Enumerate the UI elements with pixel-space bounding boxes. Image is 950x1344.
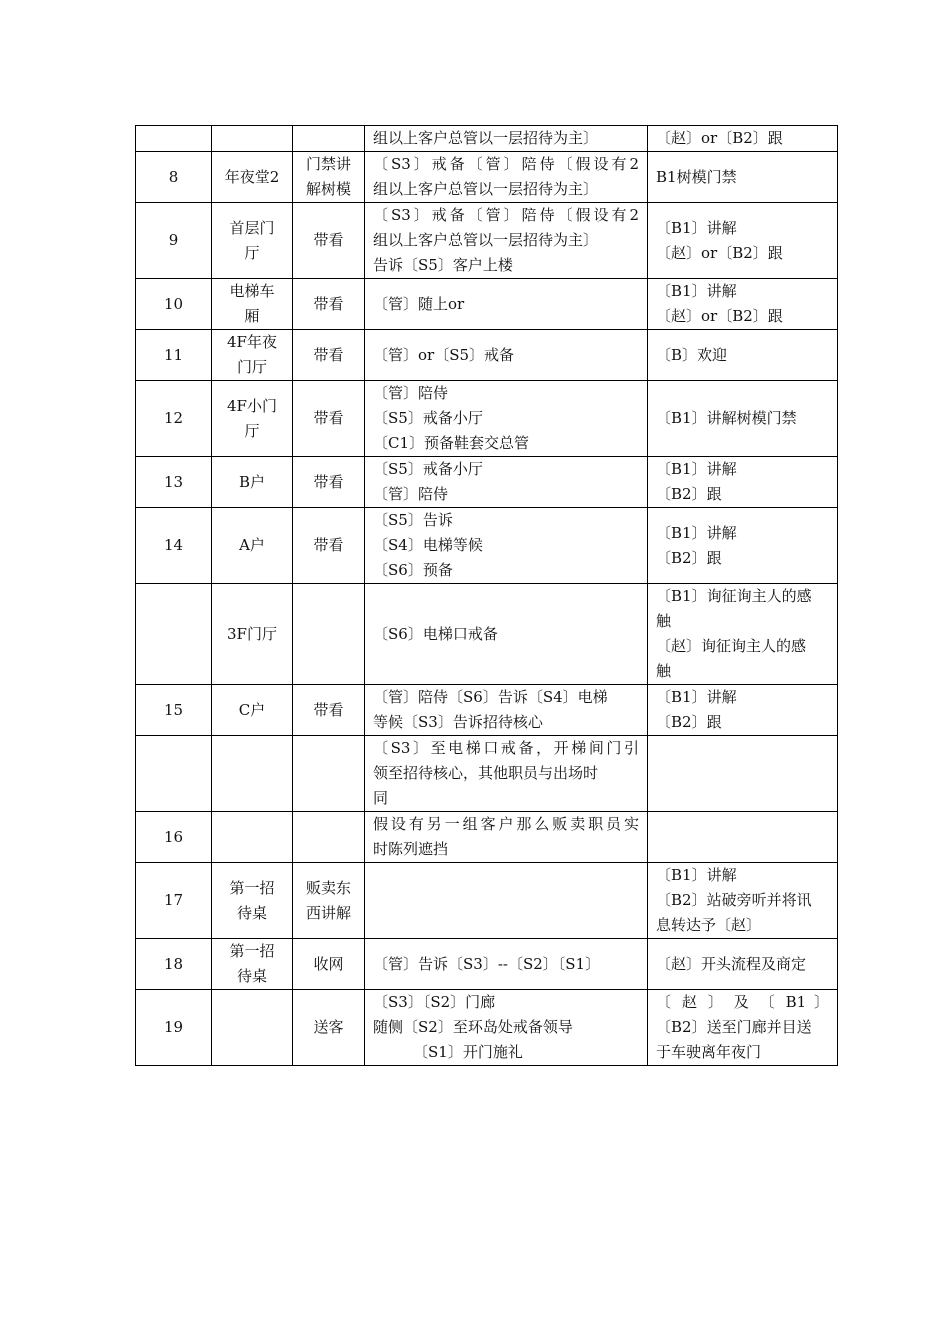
table-row [136, 685, 838, 736]
action-cell [293, 152, 365, 203]
table-row [136, 457, 838, 508]
action-cell [293, 457, 365, 508]
location-cell [212, 685, 293, 736]
staff-duty-cell [365, 126, 648, 152]
presenter-line: 〔B1〕讲解 [656, 866, 737, 884]
presenter-cell [648, 279, 838, 330]
staff-duty-line: 〔S1〕开门施礼 [413, 1043, 523, 1061]
action-line: 带看 [313, 345, 344, 364]
staff-duty-cell [365, 812, 648, 863]
location-line: 3F门厅 [227, 624, 277, 643]
action-line: 带看 [313, 700, 344, 719]
table-row [136, 736, 838, 812]
presenter-cell [648, 203, 838, 279]
step-number-cell: 15 [136, 685, 212, 736]
presenter-line: 〔赵〕开头流程及商定 [656, 954, 807, 973]
location-line: 年夜堂2 [224, 167, 280, 186]
staff-duty-cell [365, 457, 648, 508]
action-cell [293, 279, 365, 330]
location-line: A户 [239, 536, 265, 554]
staff-duty-line: 〔S3〕〔S2〕门廊 [373, 993, 496, 1011]
staff-duty-line: 组以上客户总管以一层招待为主〕 [373, 180, 599, 198]
action-line: 解树模 [305, 180, 351, 198]
staff-duty-line: 〔S3〕戒备〔管〕陪侍〔假设有2 [373, 155, 639, 173]
location-cell [212, 863, 293, 939]
staff-duty-cell [365, 508, 648, 584]
step-number-cell [136, 126, 212, 152]
staff-duty-cell [365, 203, 648, 279]
action-cell [293, 939, 365, 990]
location-line: 电梯车 [229, 282, 275, 300]
staff-duty-line: 〔S5〕戒备小厅 [373, 409, 483, 427]
location-cell [212, 126, 293, 152]
location-line: 第一招 [229, 942, 275, 960]
action-line: 送客 [313, 1018, 344, 1036]
presenter-line: 〔B〕欢迎 [656, 345, 728, 364]
location-line: 厅 [244, 243, 260, 262]
staff-duty-line: 〔S5〕告诉 [373, 511, 453, 529]
location-line: 待桌 [236, 967, 267, 985]
location-cell [212, 812, 293, 863]
presenter-cell [648, 457, 838, 508]
staff-duty-line: 〔管〕告诉〔S3〕--〔S2〕〔S1〕 [373, 954, 601, 973]
step-number-cell: 8 [136, 152, 212, 203]
action-line: 带看 [313, 294, 344, 313]
action-cell [293, 203, 365, 279]
table-row [136, 152, 838, 203]
table-row [136, 279, 838, 330]
table-row [136, 939, 838, 990]
presenter-cell [648, 685, 838, 736]
location-cell [212, 152, 293, 203]
staff-duty-line: 〔S6〕预备 [373, 561, 453, 579]
presenter-cell [648, 812, 838, 863]
presenter-line: 〔B1〕讲解 [656, 523, 737, 542]
step-number-cell [136, 584, 212, 685]
action-line: 门禁讲 [305, 155, 351, 173]
staff-duty-line: 随侧〔S2〕至环岛处戒备领导 [373, 1018, 573, 1036]
step-number-cell: 13 [136, 457, 212, 508]
presenter-line: 〔B2〕跟 [656, 548, 722, 567]
location-cell [212, 457, 293, 508]
table-row [136, 126, 838, 152]
staff-duty-line: 领至招待核心，其他职员与出场时 [373, 764, 599, 782]
table-row [136, 203, 838, 279]
staff-duty-line: 〔管〕or〔S5〕戒备 [373, 345, 515, 364]
step-number-cell: 17 [136, 863, 212, 939]
staff-duty-cell [365, 584, 648, 685]
location-cell [212, 736, 293, 812]
staff-duty-line: 〔S3〕至电梯口戒备，开梯间门引 [373, 739, 639, 757]
staff-duty-line: 假设有另一组客户那么贩卖职员实 [373, 815, 639, 833]
presenter-line: 〔B2〕站破旁听并将讯 [656, 891, 812, 909]
staff-duty-line: 组以上客户总管以一层招待为主〕 [373, 231, 599, 249]
staff-duty-cell [365, 330, 648, 381]
step-number-cell: 18 [136, 939, 212, 990]
step-number-cell: 19 [136, 990, 212, 1066]
location-line: 首层门 [229, 218, 275, 237]
presenter-line: 〔赵〕or〔B2〕跟 [656, 243, 783, 262]
staff-duty-cell [365, 381, 648, 457]
location-cell [212, 330, 293, 381]
action-line: 贩卖东 [305, 878, 351, 897]
presenter-line: 〔B1〕讲解树模门禁 [656, 409, 797, 427]
presenter-cell [648, 330, 838, 381]
presenter-cell [648, 584, 838, 685]
staff-duty-line: 告诉〔S5〕客户上楼 [373, 256, 513, 274]
staff-duty-line: 〔S6〕电梯口戒备 [373, 624, 498, 643]
presenter-line: 〔 赵 〕 及 〔 B1 〕 [656, 993, 829, 1011]
staff-duty-line: 〔管〕陪侍 [373, 384, 449, 402]
presenter-cell [648, 990, 838, 1066]
location-line: 门厅 [236, 358, 267, 376]
staff-duty-line: 〔S3〕戒备〔管〕陪侍〔假设有2 [373, 206, 639, 224]
location-cell [212, 381, 293, 457]
action-line: 西讲解 [305, 903, 351, 922]
action-cell [293, 685, 365, 736]
staff-duty-cell [365, 152, 648, 203]
presenter-line: 于车驶离年夜门 [656, 1043, 762, 1061]
procedure-table-body [136, 126, 838, 1066]
location-line: C户 [238, 700, 266, 719]
presenter-line: 〔B1〕询征询主人的感 [656, 587, 812, 605]
step-number-cell: 11 [136, 330, 212, 381]
presenter-line: B1树模门禁 [656, 167, 737, 186]
staff-duty-line: 同 [373, 789, 389, 807]
location-cell [212, 203, 293, 279]
staff-duty-line: 〔管〕陪侍〔S6〕告诉〔S4〕电梯 [373, 688, 608, 706]
action-line: 带看 [313, 472, 344, 491]
presenter-cell [648, 152, 838, 203]
staff-duty-cell [365, 939, 648, 990]
table-row [136, 584, 838, 685]
location-cell [212, 279, 293, 330]
staff-duty-cell [365, 990, 648, 1066]
presenter-line: 〔B1〕讲解 [656, 460, 737, 478]
presenter-line: 息转达予〔赵〕 [656, 916, 762, 934]
action-line: 带看 [313, 409, 344, 427]
step-number-cell [136, 736, 212, 812]
location-cell [212, 939, 293, 990]
presenter-line: 触 [656, 612, 672, 630]
presenter-cell [648, 381, 838, 457]
table-row [136, 381, 838, 457]
presenter-line: 〔B2〕跟 [656, 485, 722, 503]
table-row [136, 863, 838, 939]
staff-duty-line: 等候〔S3〕告诉招待核心 [373, 713, 543, 731]
location-line: 厢 [244, 307, 260, 325]
presenter-line: 〔赵〕or〔B2〕跟 [656, 129, 783, 147]
action-cell [293, 381, 365, 457]
staff-duty-line: 组以上客户总管以一层招待为主〕 [373, 129, 599, 147]
action-cell [293, 863, 365, 939]
table-row [136, 330, 838, 381]
step-number-cell: 12 [136, 381, 212, 457]
action-cell [293, 990, 365, 1066]
presenter-line: 〔B1〕讲解 [656, 282, 737, 300]
presenter-cell [648, 508, 838, 584]
table-row [136, 990, 838, 1066]
staff-duty-line: 〔管〕随上or [373, 294, 465, 313]
action-cell [293, 126, 365, 152]
staff-duty-line: 时陈列遮挡 [373, 840, 449, 858]
presenter-line: 〔B2〕送至门廊并目送 [656, 1018, 812, 1036]
action-cell [293, 508, 365, 584]
location-line: 第一招 [229, 878, 275, 897]
presenter-line: 〔赵〕询征询主人的感 [656, 637, 807, 655]
action-line: 带看 [313, 231, 344, 249]
staff-duty-cell [365, 863, 648, 939]
staff-duty-cell [365, 685, 648, 736]
action-cell [293, 584, 365, 685]
action-cell [293, 330, 365, 381]
action-cell [293, 736, 365, 812]
step-number-cell: 10 [136, 279, 212, 330]
table-row [136, 812, 838, 863]
presenter-line: 〔B2〕跟 [656, 713, 722, 731]
presenter-cell [648, 126, 838, 152]
action-line: 收网 [313, 954, 344, 973]
presenter-cell [648, 863, 838, 939]
presenter-cell [648, 939, 838, 990]
procedure-table [135, 125, 838, 1066]
presenter-line: 触 [656, 662, 672, 680]
step-number-cell: 14 [136, 508, 212, 584]
presenter-line: 〔B1〕讲解 [656, 688, 737, 706]
staff-duty-cell [365, 279, 648, 330]
location-cell [212, 990, 293, 1066]
action-cell [293, 812, 365, 863]
table-row [136, 508, 838, 584]
action-line: 带看 [313, 536, 344, 554]
staff-duty-line: 〔管〕陪侍 [373, 485, 449, 503]
location-line: 4F年夜 [227, 333, 277, 351]
location-line: 待桌 [236, 903, 267, 922]
staff-duty-line: 〔C1〕预备鞋套交总管 [373, 434, 530, 452]
presenter-line: 〔赵〕or〔B2〕跟 [656, 307, 783, 325]
location-line: B户 [238, 472, 266, 491]
step-number-cell: 9 [136, 203, 212, 279]
staff-duty-line: 〔S4〕电梯等候 [373, 536, 483, 554]
presenter-cell [648, 736, 838, 812]
staff-duty-cell [365, 736, 648, 812]
staff-duty-line: 〔S5〕戒备小厅 [373, 460, 483, 478]
location-cell [212, 584, 293, 685]
location-line: 4F小门 [227, 396, 277, 415]
presenter-line: 〔B1〕讲解 [656, 218, 737, 237]
step-number-cell: 16 [136, 812, 212, 863]
location-line: 厅 [244, 421, 260, 440]
location-cell [212, 508, 293, 584]
